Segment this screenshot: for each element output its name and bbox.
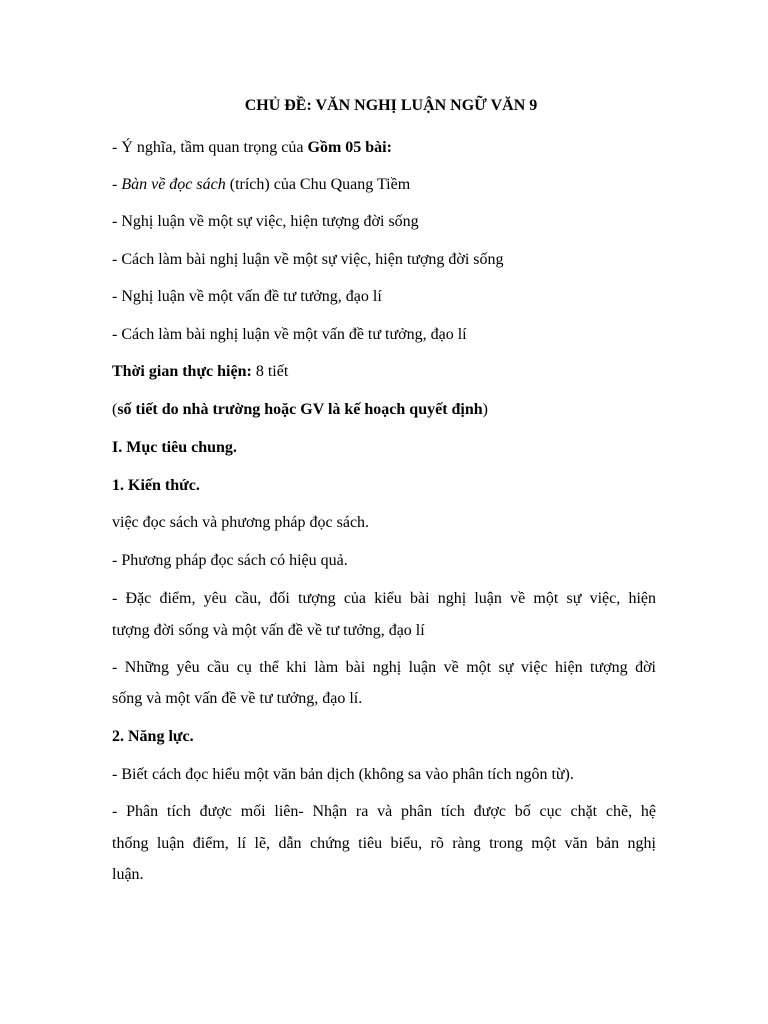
time-line bbox=[112, 362, 288, 382]
paragraph-line: - Phân tích được mối liên- Nhận ra và phân tích được bố cục chặt chẽ, hệ bbox=[112, 803, 656, 820]
note-line bbox=[112, 400, 488, 420]
intro-line bbox=[112, 138, 392, 158]
paragraph-line: thống luận điểm, lí lẽ, dẫn chứng tiêu biểu, rõ ràng trong một văn bản nghị bbox=[112, 835, 656, 852]
intro-text: - Ý nghĩa, tầm quan trọng của bbox=[112, 139, 308, 156]
subsection-heading: 1. Kiến thức. bbox=[112, 477, 200, 494]
paragraph-line: - Đặc điểm, yêu cầu, đối tượng của kiểu bài nghị luận về một sự việc, hiện bbox=[112, 590, 656, 607]
lesson-item: - Nghị luận về một sự việc, hiện tượng đời sống bbox=[112, 213, 419, 230]
lesson-author: (trích) của Chu Quang Tiềm bbox=[225, 176, 411, 193]
paragraph-line: việc đọc sách và phương pháp đọc sách. bbox=[112, 514, 370, 531]
document-title: CHỦ ĐỀ: VĂN NGHỊ LUẬN NGỮ VĂN 9 bbox=[244, 97, 538, 114]
time-value: 8 tiết bbox=[251, 363, 289, 380]
lesson-item bbox=[112, 175, 410, 195]
paragraph-line: - Biết cách đọc hiểu một văn bản dịch (không sa vào phân tích ngôn từ). bbox=[112, 766, 574, 783]
note-bold: số tiết do nhà trường hoặc GV là kế hoạch quyết định bbox=[117, 401, 483, 418]
lesson-dash: - bbox=[112, 176, 122, 193]
paragraph-line: - Những yêu cầu cụ thể khi làm bài nghị luận về một sự việc hiện tượng đời bbox=[112, 659, 656, 676]
intro-bold-text: Gồm 05 bài: bbox=[307, 139, 392, 156]
lesson-item: - Cách làm bài nghị luận về một vấn đề tư tưởng, đạo lí bbox=[112, 326, 467, 343]
paragraph-line: sống và một vấn đề về tư tưởng, đạo lí. bbox=[112, 690, 363, 707]
subsection-heading: 2. Năng lực. bbox=[112, 728, 194, 745]
lesson-item: - Cách làm bài nghị luận về một sự việc, hiện tượng đời sống bbox=[112, 251, 504, 268]
paragraph-line: - Phương pháp đọc sách có hiệu quả. bbox=[112, 552, 348, 569]
note-close: ) bbox=[482, 401, 488, 418]
paragraph-line: tượng đời sống và một vấn đề về tư tưởng, đạo lí bbox=[112, 622, 425, 639]
section-heading: I. Mục tiêu chung. bbox=[112, 439, 237, 456]
time-label: Thời gian thực hiện: bbox=[112, 363, 252, 380]
lesson-title-italic: Bàn về đọc sách bbox=[121, 176, 226, 193]
note-open: ( bbox=[112, 401, 118, 418]
paragraph-line: luận. bbox=[112, 866, 144, 883]
lesson-item: - Nghị luận về một vấn đề tư tưởng, đạo lí bbox=[112, 288, 382, 305]
